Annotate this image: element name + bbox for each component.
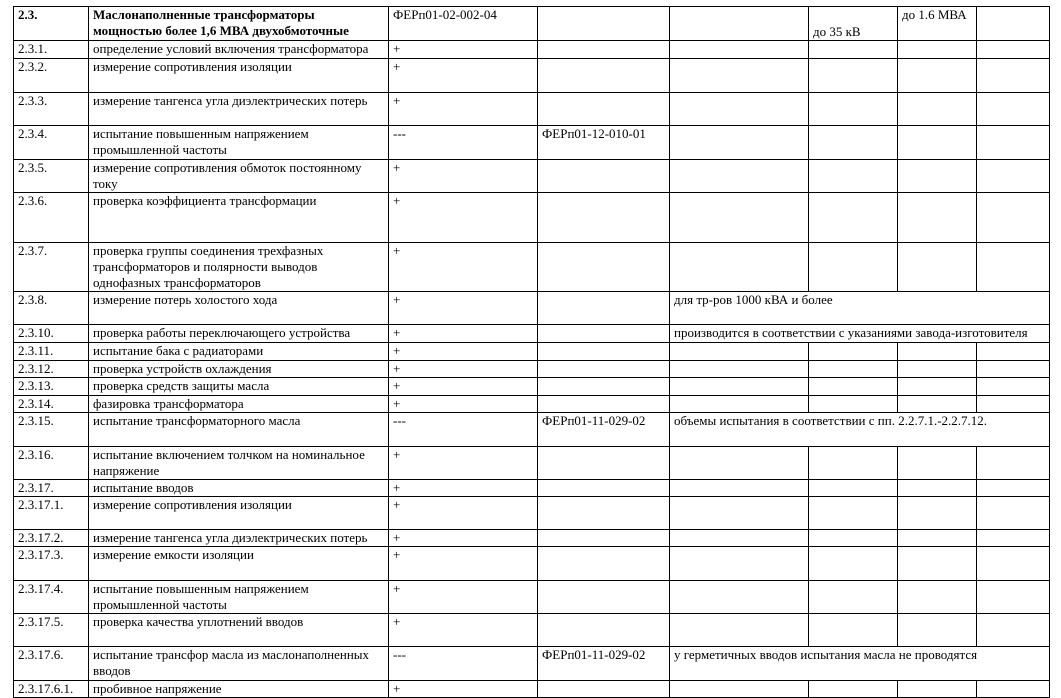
empty-cell — [898, 243, 977, 292]
table-row — [14, 647, 1050, 681]
row-description: проверка качества уплотнений вводов — [89, 614, 389, 647]
row-mark: + — [389, 325, 538, 343]
empty-cell — [977, 193, 1050, 243]
row-mark: + — [389, 614, 538, 647]
row-mark: + — [389, 581, 538, 614]
empty-cell — [809, 343, 898, 361]
empty-cell — [898, 681, 977, 698]
row-code — [538, 243, 670, 292]
empty-cell — [670, 93, 809, 126]
row-mark: --- — [389, 413, 538, 447]
row-mark: + — [389, 480, 538, 497]
row-number: 2.3.16. — [14, 447, 89, 480]
table-row — [14, 378, 1050, 396]
row-number: 2.3.10. — [14, 325, 89, 343]
row-code — [538, 325, 670, 343]
row-code: ФЕРп01-12-010-01 — [538, 126, 670, 160]
section-number: 2.3. — [14, 7, 89, 41]
table-row — [14, 292, 1050, 325]
empty-cell — [670, 447, 809, 480]
empty-cell — [898, 447, 977, 480]
table-row — [14, 396, 1050, 413]
row-description: испытание повышенным напряжением промышленной частоты — [89, 126, 389, 160]
row-code — [538, 292, 670, 325]
empty-cell — [977, 126, 1050, 160]
row-code — [538, 581, 670, 614]
empty-cell — [977, 378, 1050, 396]
empty-cell — [977, 93, 1050, 126]
empty-cell — [898, 160, 977, 193]
row-number: 2.3.12. — [14, 361, 89, 378]
empty-cell — [670, 396, 809, 413]
row-code — [538, 480, 670, 497]
empty-cell — [809, 480, 898, 497]
section-code: ФЕРп01-02-002-04 — [389, 7, 538, 41]
row-description: испытание трансформаторного масла — [89, 413, 389, 447]
row-mark: + — [389, 93, 538, 126]
row-description: измерение потерь холостого хода — [89, 292, 389, 325]
empty-cell — [670, 378, 809, 396]
table-row — [14, 447, 1050, 480]
empty-cell — [670, 7, 809, 41]
empty-cell — [898, 343, 977, 361]
row-number: 2.3.17.3. — [14, 547, 89, 581]
row-description: измерение сопротивления изоляции — [89, 59, 389, 93]
empty-cell — [670, 614, 809, 647]
empty-cell — [670, 41, 809, 59]
empty-cell — [809, 93, 898, 126]
empty-cell — [977, 530, 1050, 547]
empty-cell — [670, 160, 809, 193]
table-row — [14, 41, 1050, 59]
empty-cell — [809, 160, 898, 193]
row-description: испытание вводов — [89, 480, 389, 497]
row-number: 2.3.1. — [14, 41, 89, 59]
empty-cell — [898, 59, 977, 93]
empty-cell — [977, 681, 1050, 698]
empty-cell — [898, 396, 977, 413]
empty-cell — [809, 497, 898, 530]
empty-cell — [977, 614, 1050, 647]
empty-cell — [898, 581, 977, 614]
row-code: ФЕРп01-11-029-02 — [538, 647, 670, 681]
table-row — [14, 681, 1050, 698]
row-code — [538, 447, 670, 480]
row-code — [538, 160, 670, 193]
section-header-row — [14, 7, 1050, 41]
empty-cell — [977, 396, 1050, 413]
empty-cell — [538, 7, 670, 41]
row-note: у герметичных вводов испытания масла не проводятся — [670, 647, 1050, 681]
row-number: 2.3.17.6.1. — [14, 681, 89, 698]
row-description: испытание бака с радиаторами — [89, 343, 389, 361]
empty-cell — [809, 59, 898, 93]
row-mark: --- — [389, 126, 538, 160]
empty-cell — [670, 361, 809, 378]
row-mark: + — [389, 193, 538, 243]
row-description: испытание повышенным напряжением промышленной частоты — [89, 581, 389, 614]
row-number: 2.3.6. — [14, 193, 89, 243]
row-mark: + — [389, 41, 538, 59]
empty-cell — [809, 396, 898, 413]
row-mark: + — [389, 292, 538, 325]
empty-cell — [898, 41, 977, 59]
row-number: 2.3.5. — [14, 160, 89, 193]
row-description: испытание трансфор масла из маслонаполненных вводов — [89, 647, 389, 681]
row-description: проверка коэффициента трансформации — [89, 193, 389, 243]
empty-cell — [809, 243, 898, 292]
row-code — [538, 193, 670, 243]
empty-cell — [977, 243, 1050, 292]
row-description: проверка работы переключающего устройства — [89, 325, 389, 343]
row-code — [538, 59, 670, 93]
empty-cell — [898, 614, 977, 647]
table-row — [14, 614, 1050, 647]
empty-cell — [898, 480, 977, 497]
row-description: измерение емкости изоляции — [89, 547, 389, 581]
empty-cell — [977, 41, 1050, 59]
row-description: фазировка трансформатора — [89, 396, 389, 413]
row-mark: + — [389, 547, 538, 581]
empty-cell — [670, 681, 809, 698]
table-row — [14, 530, 1050, 547]
empty-cell — [977, 547, 1050, 581]
empty-cell — [977, 160, 1050, 193]
empty-cell — [898, 497, 977, 530]
empty-cell — [977, 59, 1050, 93]
row-code — [538, 547, 670, 581]
empty-cell — [670, 530, 809, 547]
row-description: измерение сопротивления обмоток постоянному току — [89, 160, 389, 193]
row-code — [538, 396, 670, 413]
empty-cell — [670, 547, 809, 581]
row-code — [538, 614, 670, 647]
empty-cell — [670, 193, 809, 243]
row-mark: + — [389, 396, 538, 413]
row-mark: + — [389, 378, 538, 396]
table-row — [14, 547, 1050, 581]
table-row — [14, 361, 1050, 378]
row-code — [538, 343, 670, 361]
section-title: Маслонаполненные трансформаторы мощностью более 1,6 МВА двухобмоточные — [89, 7, 389, 41]
row-description: измерение тангенса угла диэлектрических потерь — [89, 93, 389, 126]
empty-cell — [670, 243, 809, 292]
empty-cell — [670, 126, 809, 160]
row-number: 2.3.15. — [14, 413, 89, 447]
empty-cell — [898, 93, 977, 126]
empty-cell — [809, 378, 898, 396]
empty-cell — [898, 530, 977, 547]
empty-cell — [670, 497, 809, 530]
empty-cell — [809, 547, 898, 581]
empty-cell — [670, 581, 809, 614]
empty-cell — [670, 59, 809, 93]
table-row — [14, 59, 1050, 93]
row-mark: + — [389, 681, 538, 698]
row-number: 2.3.11. — [14, 343, 89, 361]
row-number: 2.3.4. — [14, 126, 89, 160]
empty-cell — [809, 530, 898, 547]
row-mark: + — [389, 447, 538, 480]
row-mark: + — [389, 160, 538, 193]
empty-cell — [977, 480, 1050, 497]
row-number: 2.3.8. — [14, 292, 89, 325]
table-row — [14, 243, 1050, 292]
table-row — [14, 480, 1050, 497]
table-row — [14, 413, 1050, 447]
power-cell: до 1.6 МВА — [898, 7, 977, 41]
row-code — [538, 530, 670, 547]
transformer-test-table — [13, 6, 1050, 698]
empty-cell — [977, 497, 1050, 530]
empty-cell — [898, 547, 977, 581]
row-code — [538, 497, 670, 530]
empty-cell — [809, 447, 898, 480]
empty-cell — [809, 193, 898, 243]
empty-cell — [670, 480, 809, 497]
empty-cell — [809, 126, 898, 160]
row-note: производится в соответствии с указаниями завода-изготовителя — [670, 325, 1050, 343]
row-mark: + — [389, 243, 538, 292]
row-number: 2.3.14. — [14, 396, 89, 413]
empty-cell — [809, 361, 898, 378]
row-description: определение условий включения трансформатора — [89, 41, 389, 59]
table-row — [14, 160, 1050, 193]
table-row — [14, 93, 1050, 126]
row-mark: --- — [389, 647, 538, 681]
empty-cell — [898, 193, 977, 243]
empty-cell — [898, 126, 977, 160]
table-body — [14, 7, 1050, 698]
row-number: 2.3.17. — [14, 480, 89, 497]
empty-cell — [977, 343, 1050, 361]
row-code — [538, 681, 670, 698]
row-number: 2.3.13. — [14, 378, 89, 396]
empty-cell — [898, 361, 977, 378]
row-description: испытание включением толчком на номинальное напряжение — [89, 447, 389, 480]
empty-cell — [898, 378, 977, 396]
row-code — [538, 378, 670, 396]
row-number: 2.3.17.2. — [14, 530, 89, 547]
empty-cell — [809, 41, 898, 59]
row-mark: + — [389, 343, 538, 361]
row-number: 2.3.17.5. — [14, 614, 89, 647]
empty-cell — [670, 343, 809, 361]
empty-cell — [977, 581, 1050, 614]
empty-cell — [809, 581, 898, 614]
row-mark: + — [389, 530, 538, 547]
row-number: 2.3.17.6. — [14, 647, 89, 681]
table-row — [14, 343, 1050, 361]
row-description: пробивное напряжение — [89, 681, 389, 698]
row-description: измерение сопротивления изоляции — [89, 497, 389, 530]
row-code — [538, 361, 670, 378]
table-row — [14, 581, 1050, 614]
table-row — [14, 497, 1050, 530]
row-number: 2.3.17.1. — [14, 497, 89, 530]
row-description: проверка устройств охлаждения — [89, 361, 389, 378]
table-row — [14, 193, 1050, 243]
row-description: измерение тангенса угла диэлектрических потерь — [89, 530, 389, 547]
empty-cell — [809, 681, 898, 698]
row-number: 2.3.17.4. — [14, 581, 89, 614]
empty-cell — [977, 7, 1050, 41]
row-mark: + — [389, 497, 538, 530]
row-mark: + — [389, 59, 538, 93]
empty-cell — [977, 361, 1050, 378]
row-code: ФЕРп01-11-029-02 — [538, 413, 670, 447]
row-description: проверка средств защиты масла — [89, 378, 389, 396]
row-number: 2.3.2. — [14, 59, 89, 93]
empty-cell — [809, 614, 898, 647]
row-mark: + — [389, 361, 538, 378]
table-row — [14, 325, 1050, 343]
row-code — [538, 41, 670, 59]
row-number: 2.3.3. — [14, 93, 89, 126]
row-note: объемы испытания в соответствии с пп. 2.2.7.1.-2.2.7.12. — [670, 413, 1050, 447]
row-number: 2.3.7. — [14, 243, 89, 292]
empty-cell — [977, 447, 1050, 480]
table-row — [14, 126, 1050, 160]
voltage-cell: до 35 кВ — [809, 7, 898, 41]
row-description: проверка группы соединения трехфазных трансформаторов и полярности выводов однофазных трансформаторов — [89, 243, 389, 292]
row-note: для тр-ров 1000 кВА и более — [670, 292, 1050, 325]
row-code — [538, 93, 670, 126]
